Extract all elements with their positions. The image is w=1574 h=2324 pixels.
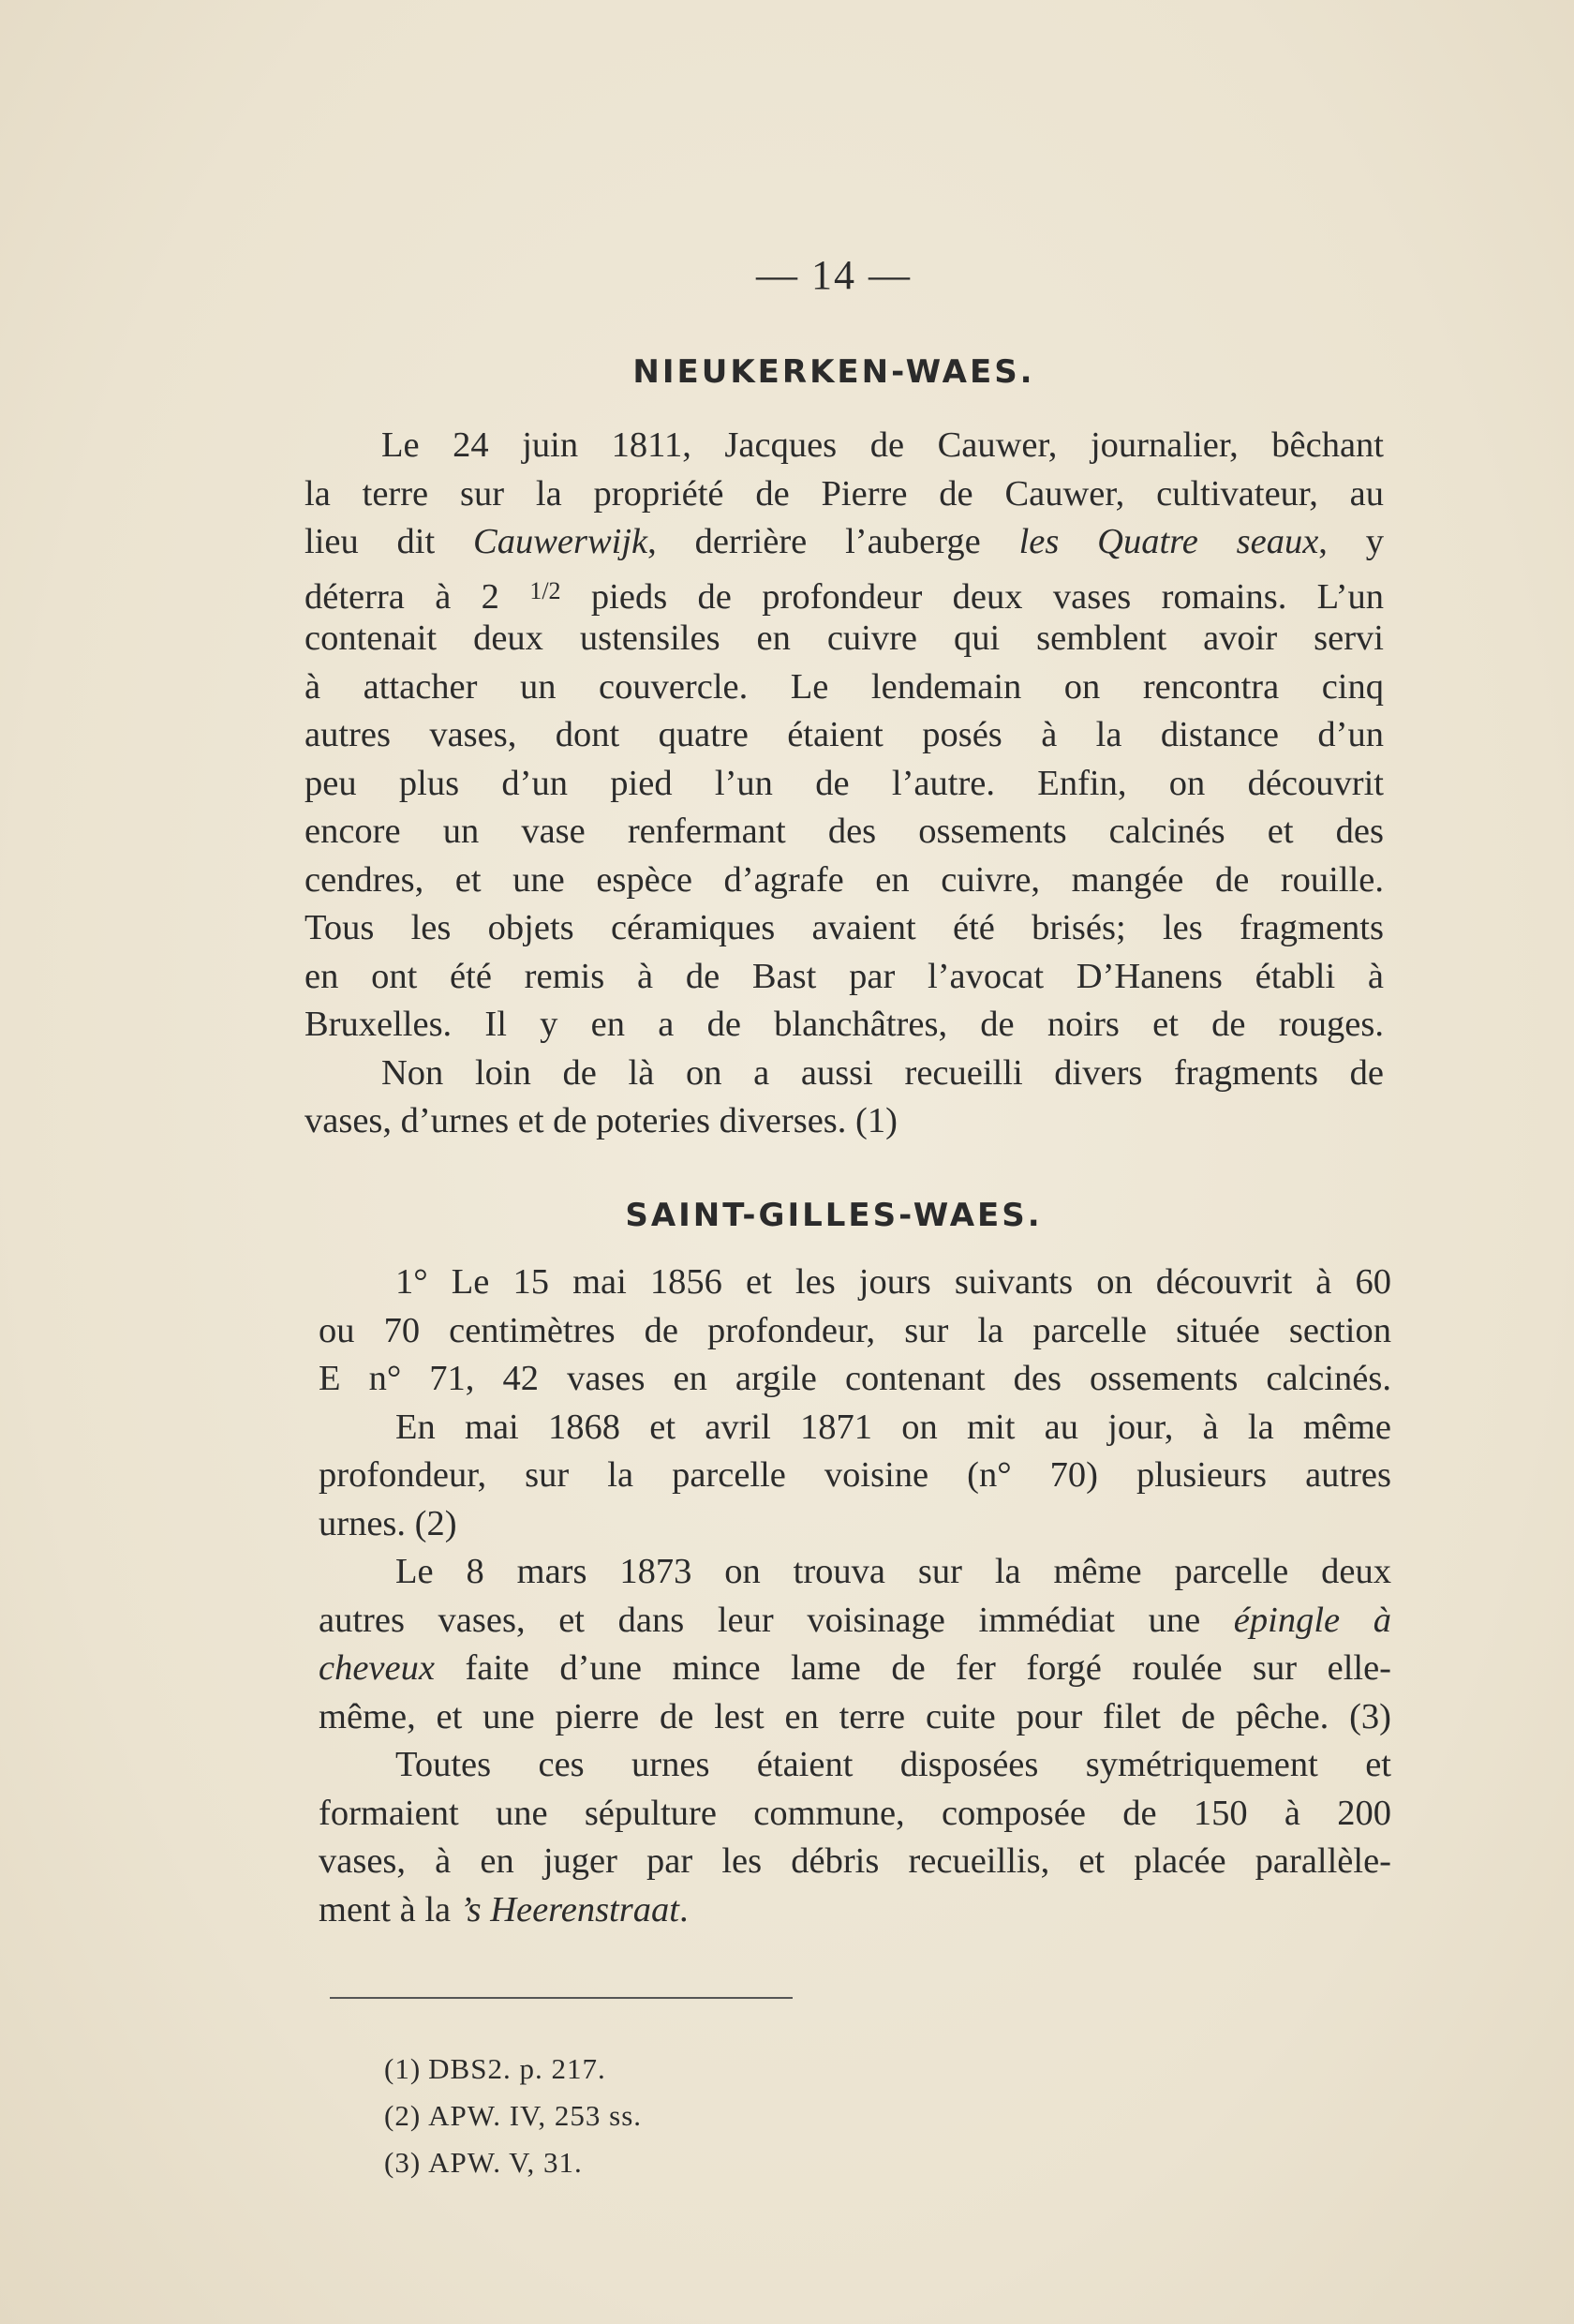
- footnote-text: DBS2. p. 217.: [428, 2052, 606, 2085]
- section-body-nieukerken: [304, 422, 1384, 1146]
- text-line: autres vases, dont quatre étaient posés à la distance d’un: [304, 715, 1384, 754]
- text-line: Non loin de là on a aussi recueilli divers fragments de: [381, 1052, 1384, 1093]
- footnote: [384, 2046, 642, 2093]
- footnote-mark: (1): [384, 2052, 422, 2085]
- text-line: encore un vase renfermant des ossements calcinés et des: [304, 812, 1384, 851]
- text-line: Le 24 juin 1811, Jacques de Cauwer, journalier, bêchant: [381, 425, 1384, 465]
- text-line: E n° 71, 42 vases en argile contenant des ossements calcinés.: [319, 1359, 1391, 1398]
- text-line: lieu dit Cauwerwijk, derrière l’auberge les Quatre seaux, y: [304, 522, 1384, 561]
- footnote-mark: (3): [384, 2146, 422, 2179]
- text-line: cendres, et une espèce d’agrafe en cuivre, mangée de rouille.: [304, 859, 1384, 900]
- text-line: cheveux faite d’une mince lame de fer forgé roulée sur elle-: [319, 1648, 1391, 1688]
- text-line: Le 8 mars 1873 on trouva sur la même parcelle deux: [395, 1552, 1391, 1591]
- italic-term: cheveux: [319, 1648, 435, 1688]
- text-line: 1° Le 15 mai 1856 et les jours suivants on découvrit à 60: [395, 1262, 1391, 1302]
- text-line: en ont été remis à de Bast par l’avocat D’Hanens établi à: [304, 956, 1384, 996]
- text-line: peu plus d’un pied l’un de l’autre. Enfin, on découvrit: [304, 763, 1384, 803]
- fraction: 1/2: [529, 576, 561, 604]
- text-line: Toutes ces urnes étaient disposées symétriquement et: [395, 1745, 1391, 1784]
- text-line: vases, à en juger par les débris recueillis, et placée parallèle-: [319, 1841, 1391, 1881]
- text-line: ou 70 centimètres de profondeur, sur la parcelle située section: [319, 1310, 1391, 1350]
- italic-term: épingle à: [1233, 1600, 1392, 1640]
- italic-place-name: Cauwerwijk: [473, 522, 648, 561]
- footnote-divider: [330, 1997, 793, 1999]
- text-line: vases, d’urnes et de poteries diverses. (1): [304, 1101, 898, 1140]
- text-line: Tous les objets céramiques avaient été brisés; les fragments: [304, 908, 1384, 947]
- text-line: En mai 1868 et avril 1871 on mit au jour, à la même: [395, 1407, 1391, 1447]
- text-line: formaient une sépulture commune, composée de 150 à 200: [319, 1793, 1391, 1833]
- text-line: Bruxelles. Il y en a de blanchâtres, de noirs et de rouges.: [304, 1005, 1384, 1044]
- footnote: [384, 2093, 642, 2139]
- footnote-text: APW. V, 31.: [428, 2146, 583, 2179]
- italic-inn-name: les Quatre seaux: [1018, 522, 1319, 561]
- italic-street-name: ’s Heerenstraat: [459, 1889, 679, 1929]
- section-heading-nieukerken: NIEUKERKEN-WAES.: [632, 353, 1035, 391]
- text-line: à attacher un couvercle. Le lendemain on rencontra cinq: [304, 666, 1384, 707]
- footnote-mark: (2): [384, 2099, 422, 2132]
- text-line: la terre sur la propriété de Pierre de Cauwer, cultivateur, au: [304, 473, 1384, 514]
- text-line: ment à la ’s Heerenstraat.: [319, 1889, 689, 1929]
- footnote-text: APW. IV, 253 ss.: [428, 2099, 643, 2132]
- section-body-saint-gilles: [319, 1259, 1391, 1934]
- text-line: déterra à 2 $^{1/2}$ pieds de profondeur deux vases romains. L’un: [304, 576, 1384, 617]
- footnote: [384, 2139, 642, 2186]
- page-number: — 14 —: [756, 252, 912, 298]
- footnotes: [384, 2046, 642, 2186]
- text-line: contenait deux ustensiles en cuivre qui semblent avoir servi: [304, 618, 1384, 658]
- text-line: urnes. (2): [319, 1503, 457, 1543]
- text-line: autres vases, et dans leur voisinage immédiat une épingle à: [319, 1600, 1392, 1640]
- text-line: profondeur, sur la parcelle voisine (n° 70) plusieurs autres: [319, 1455, 1391, 1495]
- section-heading-saint-gilles: SAINT-GILLES-WAES.: [625, 1197, 1043, 1234]
- text-line: même, et une pierre de lest en terre cuite pour filet de pêche. (3): [319, 1696, 1391, 1736]
